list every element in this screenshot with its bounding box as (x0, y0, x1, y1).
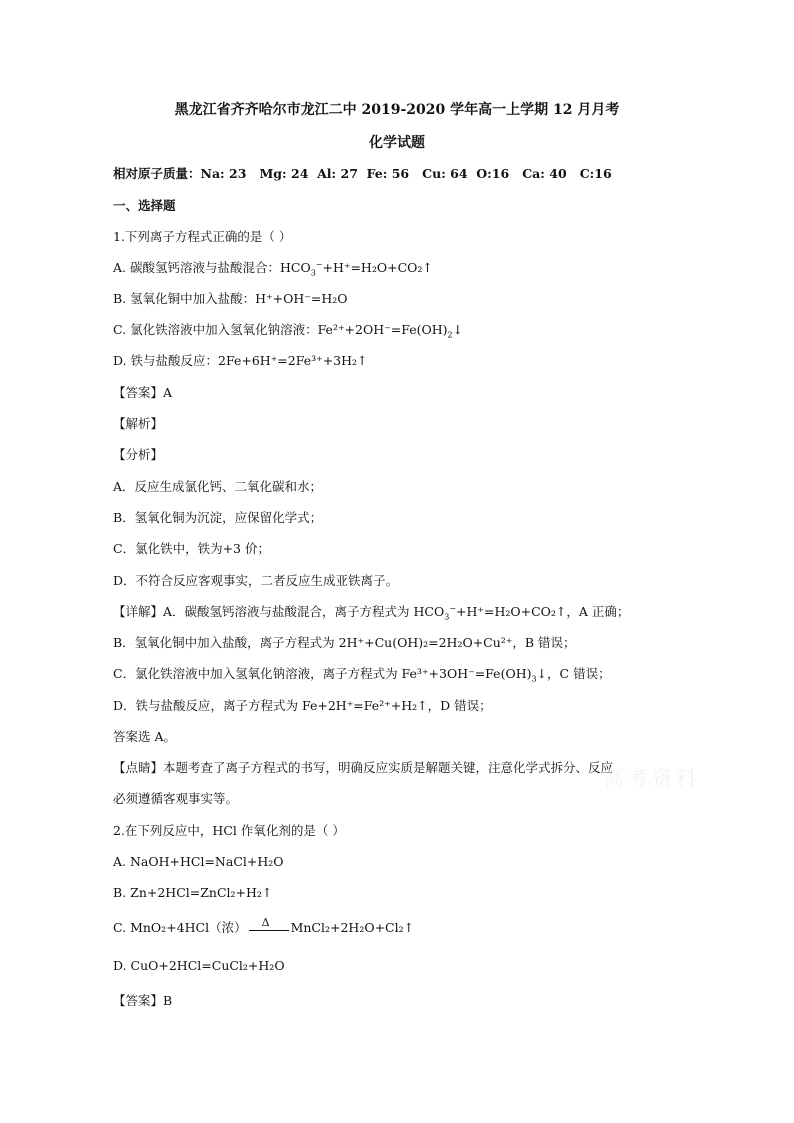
q1-option-a: A. 碳酸氢钙溶液与盐酸混合：$HCO_3^-+H^+=H_2O+CO_2↑$ (113, 259, 433, 278)
q1-detail-c-pre: C．氯化铁溶液中加入氢氧化钠溶液，离子方程式为 Fe³⁺+3OH⁻=Fe(OH) (113, 666, 532, 681)
reaction-condition-arrow (249, 915, 289, 937)
q1-detail-a-post: +H⁺=H₂O+CO₂↑，A 正确； (456, 604, 630, 619)
heat-symbol: Δ (261, 915, 270, 929)
q1-option-c: C. 氯化铁溶液中加入氢氧化钠溶液：$Fe^{2+}+2OH^-=Fe(OH)_2↓$ (113, 322, 464, 340)
q2-option-d: D. CuO+2HCl=CuCl₂+H₂O (113, 958, 285, 973)
q1-comment-line-1: 【点睛】本题考查了离子方程式的书写，明确反应实质是解题关键，注意化学式拆分、反应 (113, 760, 614, 775)
q2-stem: 2.在下列反应中，HCl 作氧化剂的是（ ） (113, 823, 345, 838)
q2-option-c (113, 915, 415, 937)
atomic-mass-line (113, 166, 612, 182)
q1-option-a-text: A. 碳酸氢钙溶液与盐酸混合：HCO (113, 260, 311, 275)
q1-option-a-equation: +H⁺=H₂O+CO₂↑ (322, 260, 433, 275)
q1-choose: 答案选 A。 (113, 729, 177, 744)
q1-answer: 【答案】A (113, 385, 173, 400)
q1-option-c-text: C. 氯化铁溶液中加入氢氧化钠溶液：Fe²⁺+2OH⁻=Fe(OH) (113, 322, 448, 337)
q1-fenxi-b: B．氢氧化铜为沉淀，应保留化学式； (113, 510, 323, 525)
document-subtitle: 化学试题 (369, 135, 425, 151)
q1-fenxi-a: A．反应生成氯化钙、二氧化碳和水； (113, 479, 323, 494)
q1-stem: 1.下列离子方程式正确的是（ ） (113, 229, 292, 244)
q1-detail-a-pre: 【详解】A．碳酸氢钙溶液与盐酸混合，离子方程式为 HCO (113, 604, 445, 619)
document-title: 黑龙江省齐齐哈尔市龙江二中 2019-2020 学年高一上学期 12 月月考 (174, 102, 620, 118)
q2-answer: 【答案】B (113, 993, 173, 1008)
q1-fenxi-c: C．氯化铁中，铁为+3 价； (113, 541, 270, 556)
watermark: 高考资料 (604, 766, 700, 790)
q1-comment-line-2: 必须遵循客观事实等。 (113, 791, 239, 806)
q1-fenxi-d: D．不符合反应客观事实，二者反应生成亚铁离子。 (113, 573, 399, 588)
q1-detail-c: C．氯化铁溶液中加入氢氧化钠溶液，离子方程式为 $Fe^{3+}+3OH^-=Fe(OH)_3↓$，C 错误； (113, 666, 611, 684)
q2-option-b: B. Zn+2HCl=ZnCl₂+H₂↑ (113, 885, 273, 900)
q1-option-c-end: ↓ (452, 322, 464, 337)
q1-detail-b: B．氢氧化铜中加入盐酸，离子方程式为 2H⁺+Cu(OH)₂=2H₂O+Cu²⁺，B 错误； (113, 635, 576, 650)
atomic-mass-values: Na: 23 Mg: 24 Al: 27 Fe: 56 Cu: 64 O:16 Ca: 40 C:16 (200, 166, 612, 181)
q1-option-b: B. 氢氧化铜中加入盐酸：H⁺+OH⁻=H₂O (113, 291, 348, 306)
q1-detail-d: D．铁与盐酸反应，离子方程式为 Fe+2H⁺=Fe²⁺+H₂↑，D 错误； (113, 698, 492, 713)
q1-option-d: D. 铁与盐酸反应：2Fe+6H⁺=2Fe³⁺+3H₂↑ (113, 353, 368, 368)
q1-detail-a: 【详解】A．碳酸氢钙溶液与盐酸混合，离子方程式为 $HCO_3^-+H^+=H_2O+CO_2↑$，A 正确； (113, 603, 630, 622)
q2-option-c-post: MnCl₂+2H₂O+Cl₂↑ (290, 920, 415, 935)
q1-fenxi-label: 【分析】 (113, 447, 164, 462)
q2-option-c-pre: C. MnO₂+4HCl（浓） (113, 920, 247, 935)
section-title: 一、选择题 (113, 198, 176, 213)
atomic-mass-label: 相对原子质量： (113, 166, 201, 181)
q1-analysis-label: 【解析】 (113, 416, 164, 431)
q2-option-a: A. NaOH+HCl=NaCl+H₂O (113, 854, 284, 869)
q1-detail-c-post: ↓，C 错误； (536, 666, 611, 681)
